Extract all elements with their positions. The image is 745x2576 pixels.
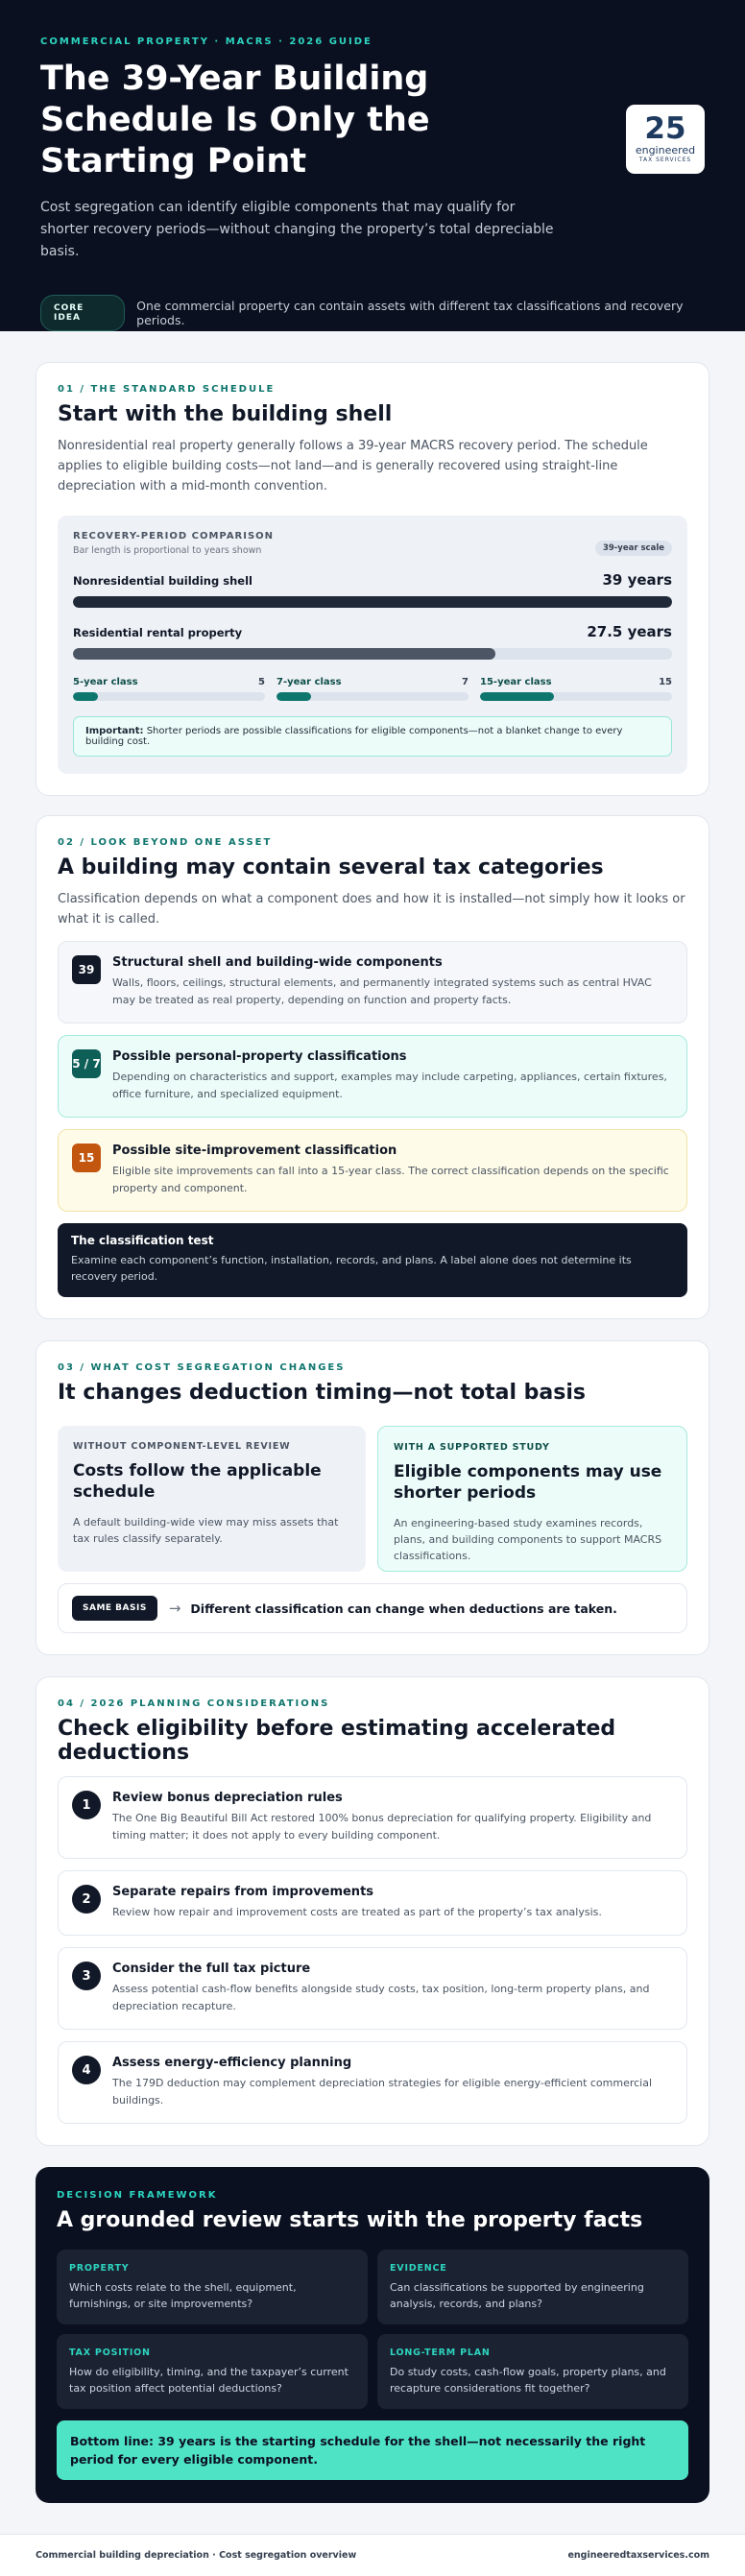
section-cost-segregation bbox=[36, 1340, 709, 1655]
recovery-bar-row bbox=[73, 623, 672, 660]
footer-title: Commercial building depreciation · Cost segregation overview bbox=[36, 2550, 357, 2561]
same-basis-row bbox=[58, 1583, 687, 1633]
step-description: Assess potential cash-flow benefits alongside study costs, tax position, long-term property plans, and depreciation recapture. bbox=[112, 1983, 650, 2012]
mini-bar-fill bbox=[73, 692, 98, 701]
mini-bar bbox=[480, 677, 672, 701]
step-title: Consider the full tax picture bbox=[112, 1962, 311, 1976]
framework-cell bbox=[377, 2334, 688, 2409]
section-eyebrow: 04 / 2026 PLANNING CONSIDERATIONS bbox=[58, 1698, 330, 1709]
step-description: The 179D deduction may complement depreciation strategies for eligible energy-efficient commercial buildings. bbox=[112, 2077, 653, 2107]
bar-label: Residential rental property bbox=[73, 626, 243, 639]
classification-test-title: The classification test bbox=[71, 1234, 214, 1247]
framework-question: Which costs relate to the shell, equipment, furnishings, or site improvements? bbox=[69, 2281, 297, 2310]
step-number: 3 bbox=[72, 1962, 101, 1990]
framework-cell bbox=[377, 2250, 688, 2324]
section-description: Classification depends on what a component does and how it is installed—not simply how it looks or what it is called. bbox=[58, 892, 685, 927]
core-idea-row bbox=[40, 295, 705, 331]
planning-step bbox=[58, 1947, 687, 2030]
category-description: Depending on characteristics and support, examples may include carpeting, appliances, certain fixtures, office furniture, and specialized equipment. bbox=[112, 1071, 667, 1100]
mini-bar bbox=[73, 677, 265, 701]
note-text: Shorter periods are possible classifications for eligible components—not a blanket change to every building cost. bbox=[85, 726, 623, 747]
bar-label: Nonresidential building shell bbox=[73, 574, 252, 588]
section-eyebrow: DECISION FRAMEWORK bbox=[57, 2190, 218, 2201]
category-description: Eligible site improvements can fall into a 15-year class. The correct classification depends on the specific property and component. bbox=[112, 1165, 669, 1194]
category-badge: 5 / 7 bbox=[72, 1049, 101, 1078]
step-title: Separate repairs from improvements bbox=[112, 1885, 374, 1899]
panel-title: Eligible components may use shorter periods bbox=[394, 1462, 662, 1503]
step-number: 2 bbox=[72, 1885, 101, 1914]
same-basis-badge: SAME BASIS bbox=[72, 1596, 157, 1621]
category-title: Possible personal-property classifications bbox=[112, 1049, 407, 1064]
with-study-panel bbox=[377, 1426, 687, 1572]
bar-value: 27.5 years bbox=[587, 623, 672, 640]
hero-eyebrow: COMMERCIAL PROPERTY · MACRS · 2026 GUIDE bbox=[40, 36, 372, 47]
section-decision-framework bbox=[36, 2167, 709, 2503]
category-card bbox=[58, 1129, 687, 1212]
planning-step bbox=[58, 1870, 687, 1936]
framework-question: Can classifications be supported by engineering analysis, records, and plans? bbox=[390, 2281, 644, 2310]
section-title: A grounded review starts with the property facts bbox=[57, 2208, 643, 2232]
mini-bar-fill bbox=[276, 692, 311, 701]
section-planning-considerations bbox=[36, 1676, 709, 2146]
section-standard-schedule bbox=[36, 362, 709, 796]
mini-bar-value: 7 bbox=[462, 677, 469, 687]
category-badge: 15 bbox=[72, 1144, 101, 1172]
core-idea-badge: CORE IDEA bbox=[40, 295, 125, 331]
mini-bar-label: 5-year class bbox=[73, 677, 138, 687]
comparison-title: RECOVERY-PERIOD COMPARISON bbox=[73, 531, 275, 542]
category-card bbox=[58, 941, 687, 1023]
without-review-panel bbox=[58, 1426, 366, 1572]
framework-cell bbox=[57, 2334, 368, 2409]
category-title: Possible site-improvement classification bbox=[112, 1144, 397, 1158]
mini-bar bbox=[276, 677, 469, 701]
mini-bar-track bbox=[480, 692, 672, 701]
section-eyebrow: 03 / WHAT COST SEGREGATION CHANGES bbox=[58, 1362, 346, 1373]
step-title: Assess energy-efficiency planning bbox=[112, 2056, 352, 2070]
section-title: A building may contain several tax categories bbox=[58, 855, 604, 879]
page-footer bbox=[0, 2534, 745, 2576]
bar-fill bbox=[73, 648, 495, 660]
bar-value: 39 years bbox=[602, 571, 672, 589]
hero-banner bbox=[0, 0, 745, 331]
section-tax-categories bbox=[36, 815, 709, 1319]
category-badge: 39 bbox=[72, 955, 101, 984]
planning-step bbox=[58, 1776, 687, 1859]
panel-tag: WITH A SUPPORTED STUDY bbox=[394, 1442, 550, 1453]
recovery-bar-row bbox=[73, 571, 672, 608]
planning-step bbox=[58, 2041, 687, 2124]
framework-cell bbox=[57, 2250, 368, 2324]
framework-tag: LONG-TERM PLAN bbox=[390, 2347, 491, 2358]
section-eyebrow: 01 / THE STANDARD SCHEDULE bbox=[58, 384, 276, 395]
framework-question: Do study costs, cash-flow goals, property plans, and recapture considerations fit together? bbox=[390, 2366, 666, 2395]
category-card bbox=[58, 1035, 687, 1118]
mini-bar-label: 15-year class bbox=[480, 677, 552, 687]
mini-bar-label: 7-year class bbox=[276, 677, 342, 687]
bottom-line-callout: Bottom line: 39 years is the starting schedule for the shell—not necessarily the right period for every eligible component. bbox=[57, 2420, 688, 2480]
company-logo bbox=[626, 105, 705, 174]
section-title: Start with the building shell bbox=[58, 402, 393, 426]
logo-number: 25 bbox=[644, 111, 686, 146]
bar-fill bbox=[73, 596, 672, 608]
category-title: Structural shell and building-wide components bbox=[112, 955, 443, 970]
framework-tag: TAX POSITION bbox=[69, 2347, 151, 2358]
mini-bar-value: 5 bbox=[258, 677, 265, 687]
classification-test-text: Examine each component’s function, installation, records, and plans. A label alone does not determine its recovery period. bbox=[71, 1254, 632, 1283]
framework-question: How do eligibility, timing, and the taxpayer’s current tax position affect potential deductions? bbox=[69, 2366, 348, 2395]
core-idea-text: One commercial property can contain assets with different tax classifications and recovery periods. bbox=[136, 299, 684, 327]
panel-title: Costs follow the applicable schedule bbox=[73, 1461, 322, 1502]
arrow-right-icon: → bbox=[168, 1600, 181, 1617]
framework-tag: EVIDENCE bbox=[390, 2263, 447, 2274]
comparison-subtitle: Bar length is proportional to years shown bbox=[73, 545, 262, 556]
mini-bar-fill bbox=[480, 692, 554, 701]
framework-tag: PROPERTY bbox=[69, 2263, 130, 2274]
panel-description: An engineering-based study examines records, plans, and building components to support MACRS classifications. bbox=[394, 1517, 662, 1562]
footer-website-link[interactable]: engineeredtaxservices.com bbox=[567, 2550, 709, 2561]
same-basis-text: Different classification can change when deductions are taken. bbox=[190, 1601, 617, 1616]
bar-track bbox=[73, 596, 672, 608]
hero-description: Cost segregation can identify eligible components that may qualify for shorter recovery periods—without changing the property’s total depreciable basis. bbox=[40, 200, 554, 259]
category-description: Walls, floors, ceilings, structural elements, and permanently integrated systems such as central HVAC may be treated as real property, depending on function and property facts. bbox=[112, 976, 652, 1006]
logo-subtitle: TAX SERVICES bbox=[638, 156, 692, 163]
mini-bar-track bbox=[73, 692, 265, 701]
mini-bar-value: 15 bbox=[659, 677, 672, 687]
bar-track bbox=[73, 648, 672, 660]
step-description: Review how repair and improvement costs are treated as part of the property’s tax analysis. bbox=[112, 1906, 602, 1918]
section-title: It changes deduction timing—not total basis bbox=[58, 1381, 587, 1405]
panel-description: A default building-wide view may miss assets that tax rules classify separately. bbox=[73, 1516, 339, 1545]
section-eyebrow: 02 / LOOK BEYOND ONE ASSET bbox=[58, 837, 273, 848]
section-title: Check eligibility before estimating accelerated deductions bbox=[58, 1717, 616, 1765]
recovery-period-comparison bbox=[58, 516, 687, 774]
scale-badge: 39-year scale bbox=[595, 541, 672, 556]
step-number: 4 bbox=[72, 2056, 101, 2084]
important-note bbox=[73, 716, 672, 757]
mini-bar-track bbox=[276, 692, 469, 701]
step-number: 1 bbox=[72, 1791, 101, 1819]
panel-tag: WITHOUT COMPONENT-LEVEL REVIEW bbox=[73, 1441, 291, 1452]
page-title: The 39-Year Building Schedule Is Only the Starting Point bbox=[40, 60, 430, 181]
classification-test-box bbox=[58, 1223, 687, 1297]
note-label: Important: bbox=[85, 726, 144, 736]
step-description: The One Big Beautiful Bill Act restored 100% bonus depreciation for qualifying property. Eligibility and timing matter; it does not apply to every building component. bbox=[112, 1812, 652, 1842]
logo-word: engineered bbox=[635, 144, 696, 156]
step-title: Review bonus depreciation rules bbox=[112, 1791, 343, 1805]
section-description: Nonresidential real property generally follows a 39-year MACRS recovery period. The schedule applies to eligible building costs—not land—and is generally recovered using straight-line depreciation with a mid-month convention. bbox=[58, 439, 648, 494]
